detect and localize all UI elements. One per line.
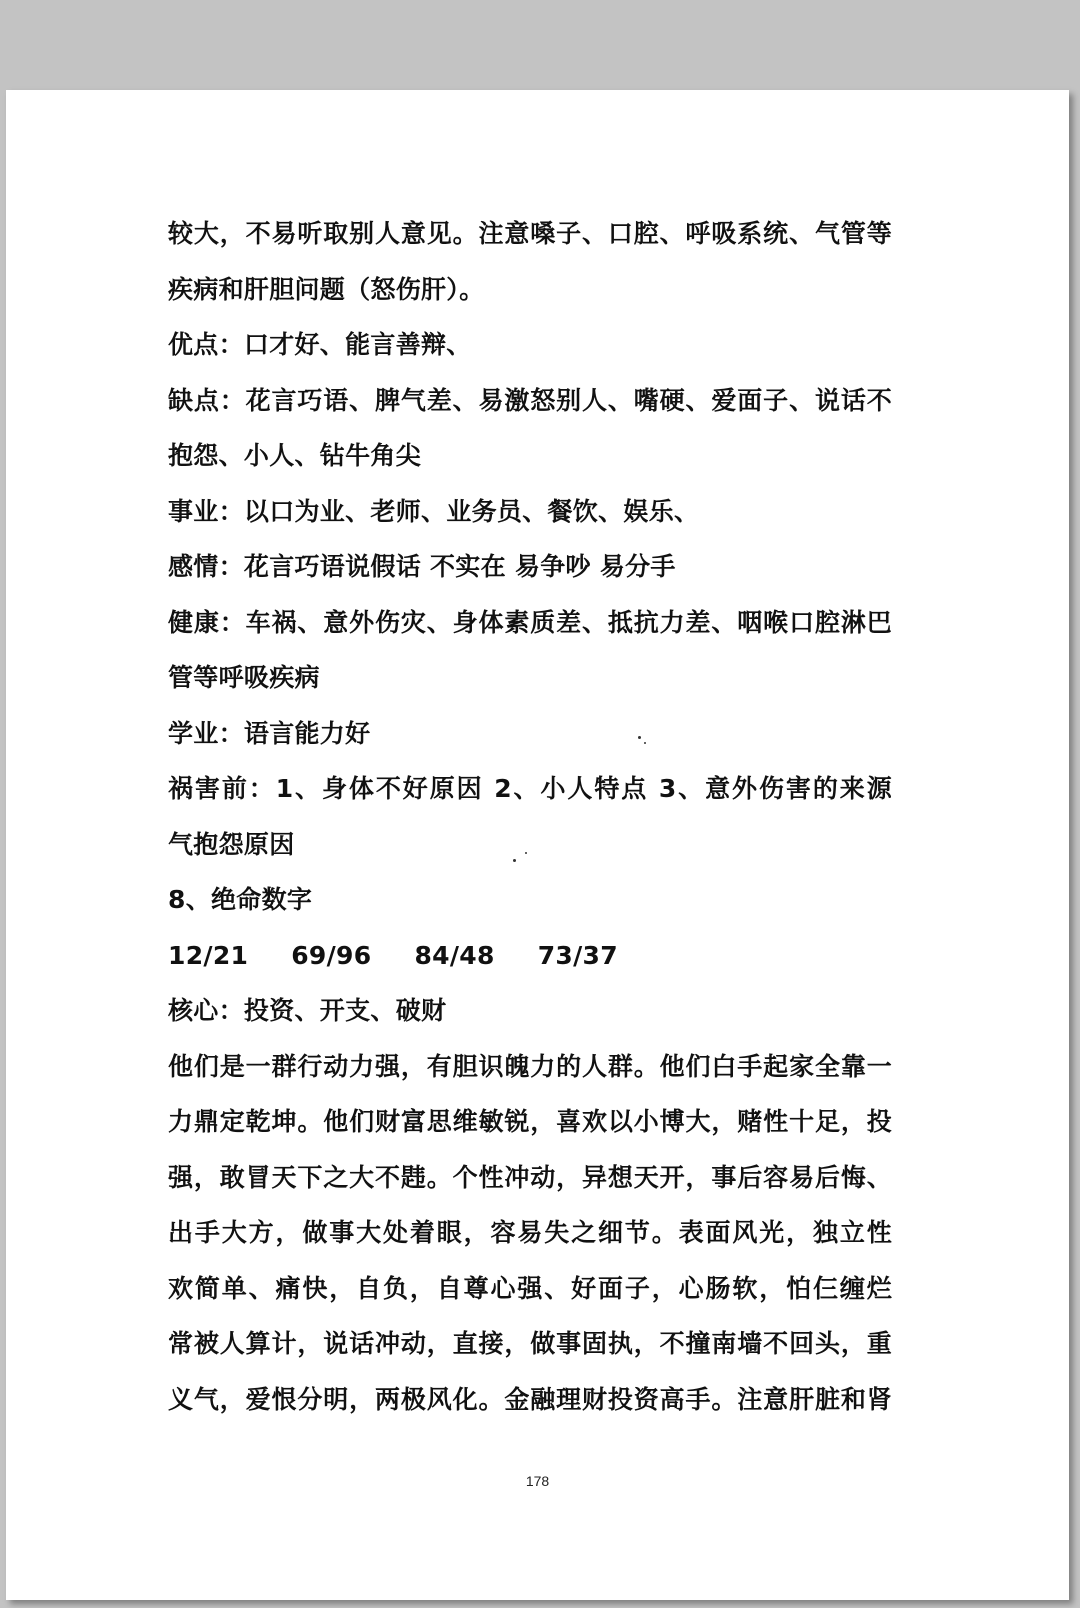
number-pair: 84/48	[414, 940, 495, 970]
number-pairs-line	[168, 928, 928, 984]
text-line: 事业：以口为业、老师、业务员、餐饮、娱乐、	[168, 496, 700, 526]
text-line: 8、绝命数字	[168, 885, 313, 914]
text-line: 义气，爱恨分明，两极风化。金融理财投资高手。注意肝脏和肾	[168, 1384, 892, 1414]
text-line: 较大，不易听取别人意见。注意嗓子、口腔、呼吸系统、气管等	[168, 219, 892, 248]
number-pair: 73/37	[537, 940, 618, 970]
text-line: 缺点：花言巧语、脾气差、易激怒别人、嘴硬、爱面子、说话不	[168, 385, 892, 415]
text-line: 学业：语言能力好	[168, 718, 371, 748]
page-number: 178	[525, 1473, 550, 1489]
text-line: 祸害前：1、身体不好原因 2、小人特点 3、意外伤害的来源	[168, 774, 892, 803]
text-line: 疾病和肝胆问题（怒伤肝）。	[168, 274, 485, 304]
number-pair: 12/21	[168, 940, 249, 970]
text-line: 抱怨、小人、钻牛角尖	[168, 441, 422, 470]
text-line: 出手大方，做事大处着眼，容易失之细节。表面风光，独立性	[168, 1218, 892, 1247]
text-line: 强，敢冒天下之大不韪。个性冲动，异想天开，事后容易后悔、	[168, 1162, 892, 1192]
text-line: 常被人算计，说话冲动，直接，做事固执，不撞南墙不回头，重	[168, 1329, 892, 1358]
text-line: 感情：花言巧语说假话 不实在 易争吵 易分手	[168, 552, 676, 581]
text-line: 核心：投资、开支、破财	[168, 996, 447, 1025]
number-pair: 69/96	[291, 940, 372, 970]
text-line: 优点：口才好、能言善辩、	[168, 330, 472, 359]
text-line: 管等呼吸疾病	[168, 663, 320, 692]
scan-speck	[513, 859, 516, 862]
scan-speck	[638, 736, 641, 739]
text-line: 他们是一群行动力强，有胆识魄力的人群。他们白手起家全靠一	[168, 1051, 892, 1081]
text-line: 力鼎定乾坤。他们财富思维敏锐，喜欢以小博大，赌性十足，投	[168, 1107, 892, 1136]
text-line: 健康：车祸、意外伤灾、身体素质差、抵抗力差、咽喉口腔淋巴	[168, 607, 892, 637]
page-content	[168, 206, 928, 1427]
text-line: 气抱怨原因	[168, 829, 295, 859]
scan-speck	[525, 852, 527, 854]
document-page	[6, 90, 1069, 1600]
scan-speck	[644, 742, 646, 744]
text-line: 欢简单、痛快，自负，自尊心强、好面子，心肠软，怕仨缠烂	[168, 1273, 892, 1303]
